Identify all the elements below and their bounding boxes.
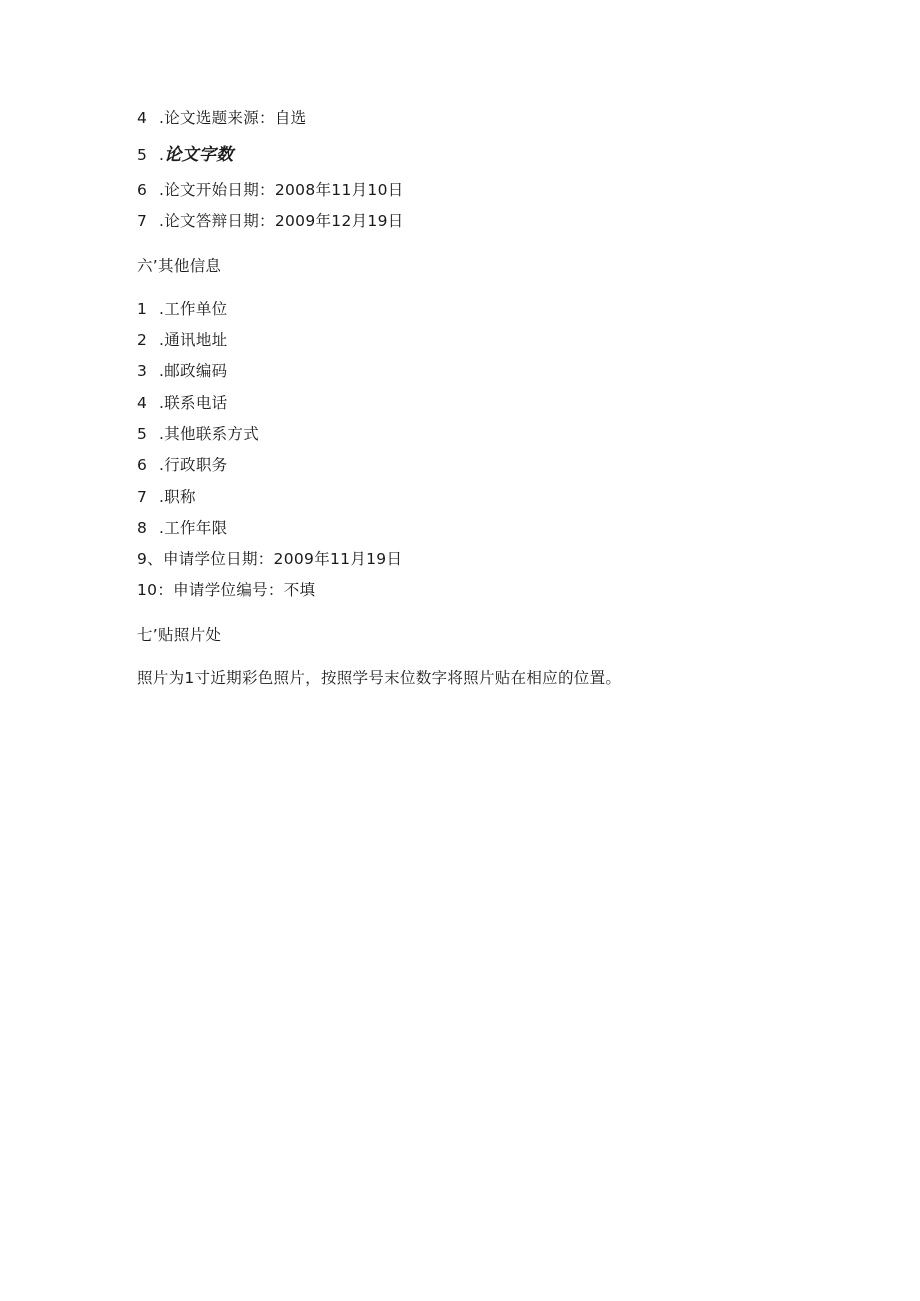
item-text: 工作单位 [164, 300, 228, 318]
item-separator: . [159, 425, 165, 443]
item-number: 6 [137, 456, 148, 474]
other-item-title [137, 487, 196, 507]
item-text: 联系电话 [164, 394, 228, 412]
other-item-phone [137, 393, 227, 413]
item-separator: . [159, 488, 165, 506]
thesis-item-start-date [137, 180, 404, 200]
photo-instructions: 照片为1寸近期彩色照片，按照学号末位数字将照片贴在相应的位置。 [137, 669, 622, 687]
item-text: 10：申请学位编号：不填 [137, 581, 316, 599]
item-text: 职称 [164, 488, 196, 506]
item-separator: . [159, 331, 165, 349]
item-number: 5 [137, 425, 148, 443]
item-text: 论文开始日期：2008年11月10日 [164, 181, 404, 199]
item-number: 6 [137, 181, 148, 199]
section-heading-other-info: 六’其他信息 [137, 257, 222, 275]
other-item-address [137, 330, 227, 350]
other-item-other-contact [137, 424, 259, 444]
section-heading-photo: 七’贴照片处 [137, 626, 222, 644]
item-separator: . [159, 109, 165, 127]
item-number: 2 [137, 331, 148, 349]
item-separator: . [159, 394, 165, 412]
item-text: 其他联系方式 [164, 425, 260, 443]
item-number: 1 [137, 300, 148, 318]
item-separator: . [159, 181, 165, 199]
item-number: 4 [137, 109, 148, 127]
item-separator: . [159, 300, 165, 318]
item-text: 通讯地址 [164, 331, 228, 349]
item-number: 4 [137, 394, 148, 412]
thesis-item-defense-date [137, 211, 404, 231]
item-separator: . [159, 456, 165, 474]
item-number: 3 [137, 362, 148, 380]
item-text: 论文答辩日期：2009年12月19日 [164, 212, 404, 230]
thesis-item-source [137, 108, 306, 128]
other-item-admin-position [137, 455, 227, 475]
item-number: 8 [137, 519, 148, 537]
other-item-apply-date [137, 549, 402, 569]
item-text: 行政职务 [164, 456, 228, 474]
other-item-work-unit [137, 299, 227, 319]
item-separator: . [159, 146, 165, 164]
item-number: 7 [137, 212, 148, 230]
item-separator: . [159, 519, 165, 537]
item-text: 邮政编码 [164, 362, 228, 380]
item-number: 5 [137, 146, 148, 164]
item-text: 论文选题来源：自选 [164, 109, 307, 127]
item-text: 9、申请学位日期：2009年11月19日 [137, 550, 403, 568]
other-item-work-years [137, 518, 227, 538]
other-item-apply-number [137, 580, 315, 600]
thesis-item-word-count [137, 145, 233, 165]
item-number: 7 [137, 488, 148, 506]
other-item-postcode [137, 361, 227, 381]
item-separator: . [159, 362, 165, 380]
item-text: 工作年限 [164, 519, 228, 537]
item-text: 论文字数 [164, 145, 234, 165]
item-separator: . [159, 212, 165, 230]
